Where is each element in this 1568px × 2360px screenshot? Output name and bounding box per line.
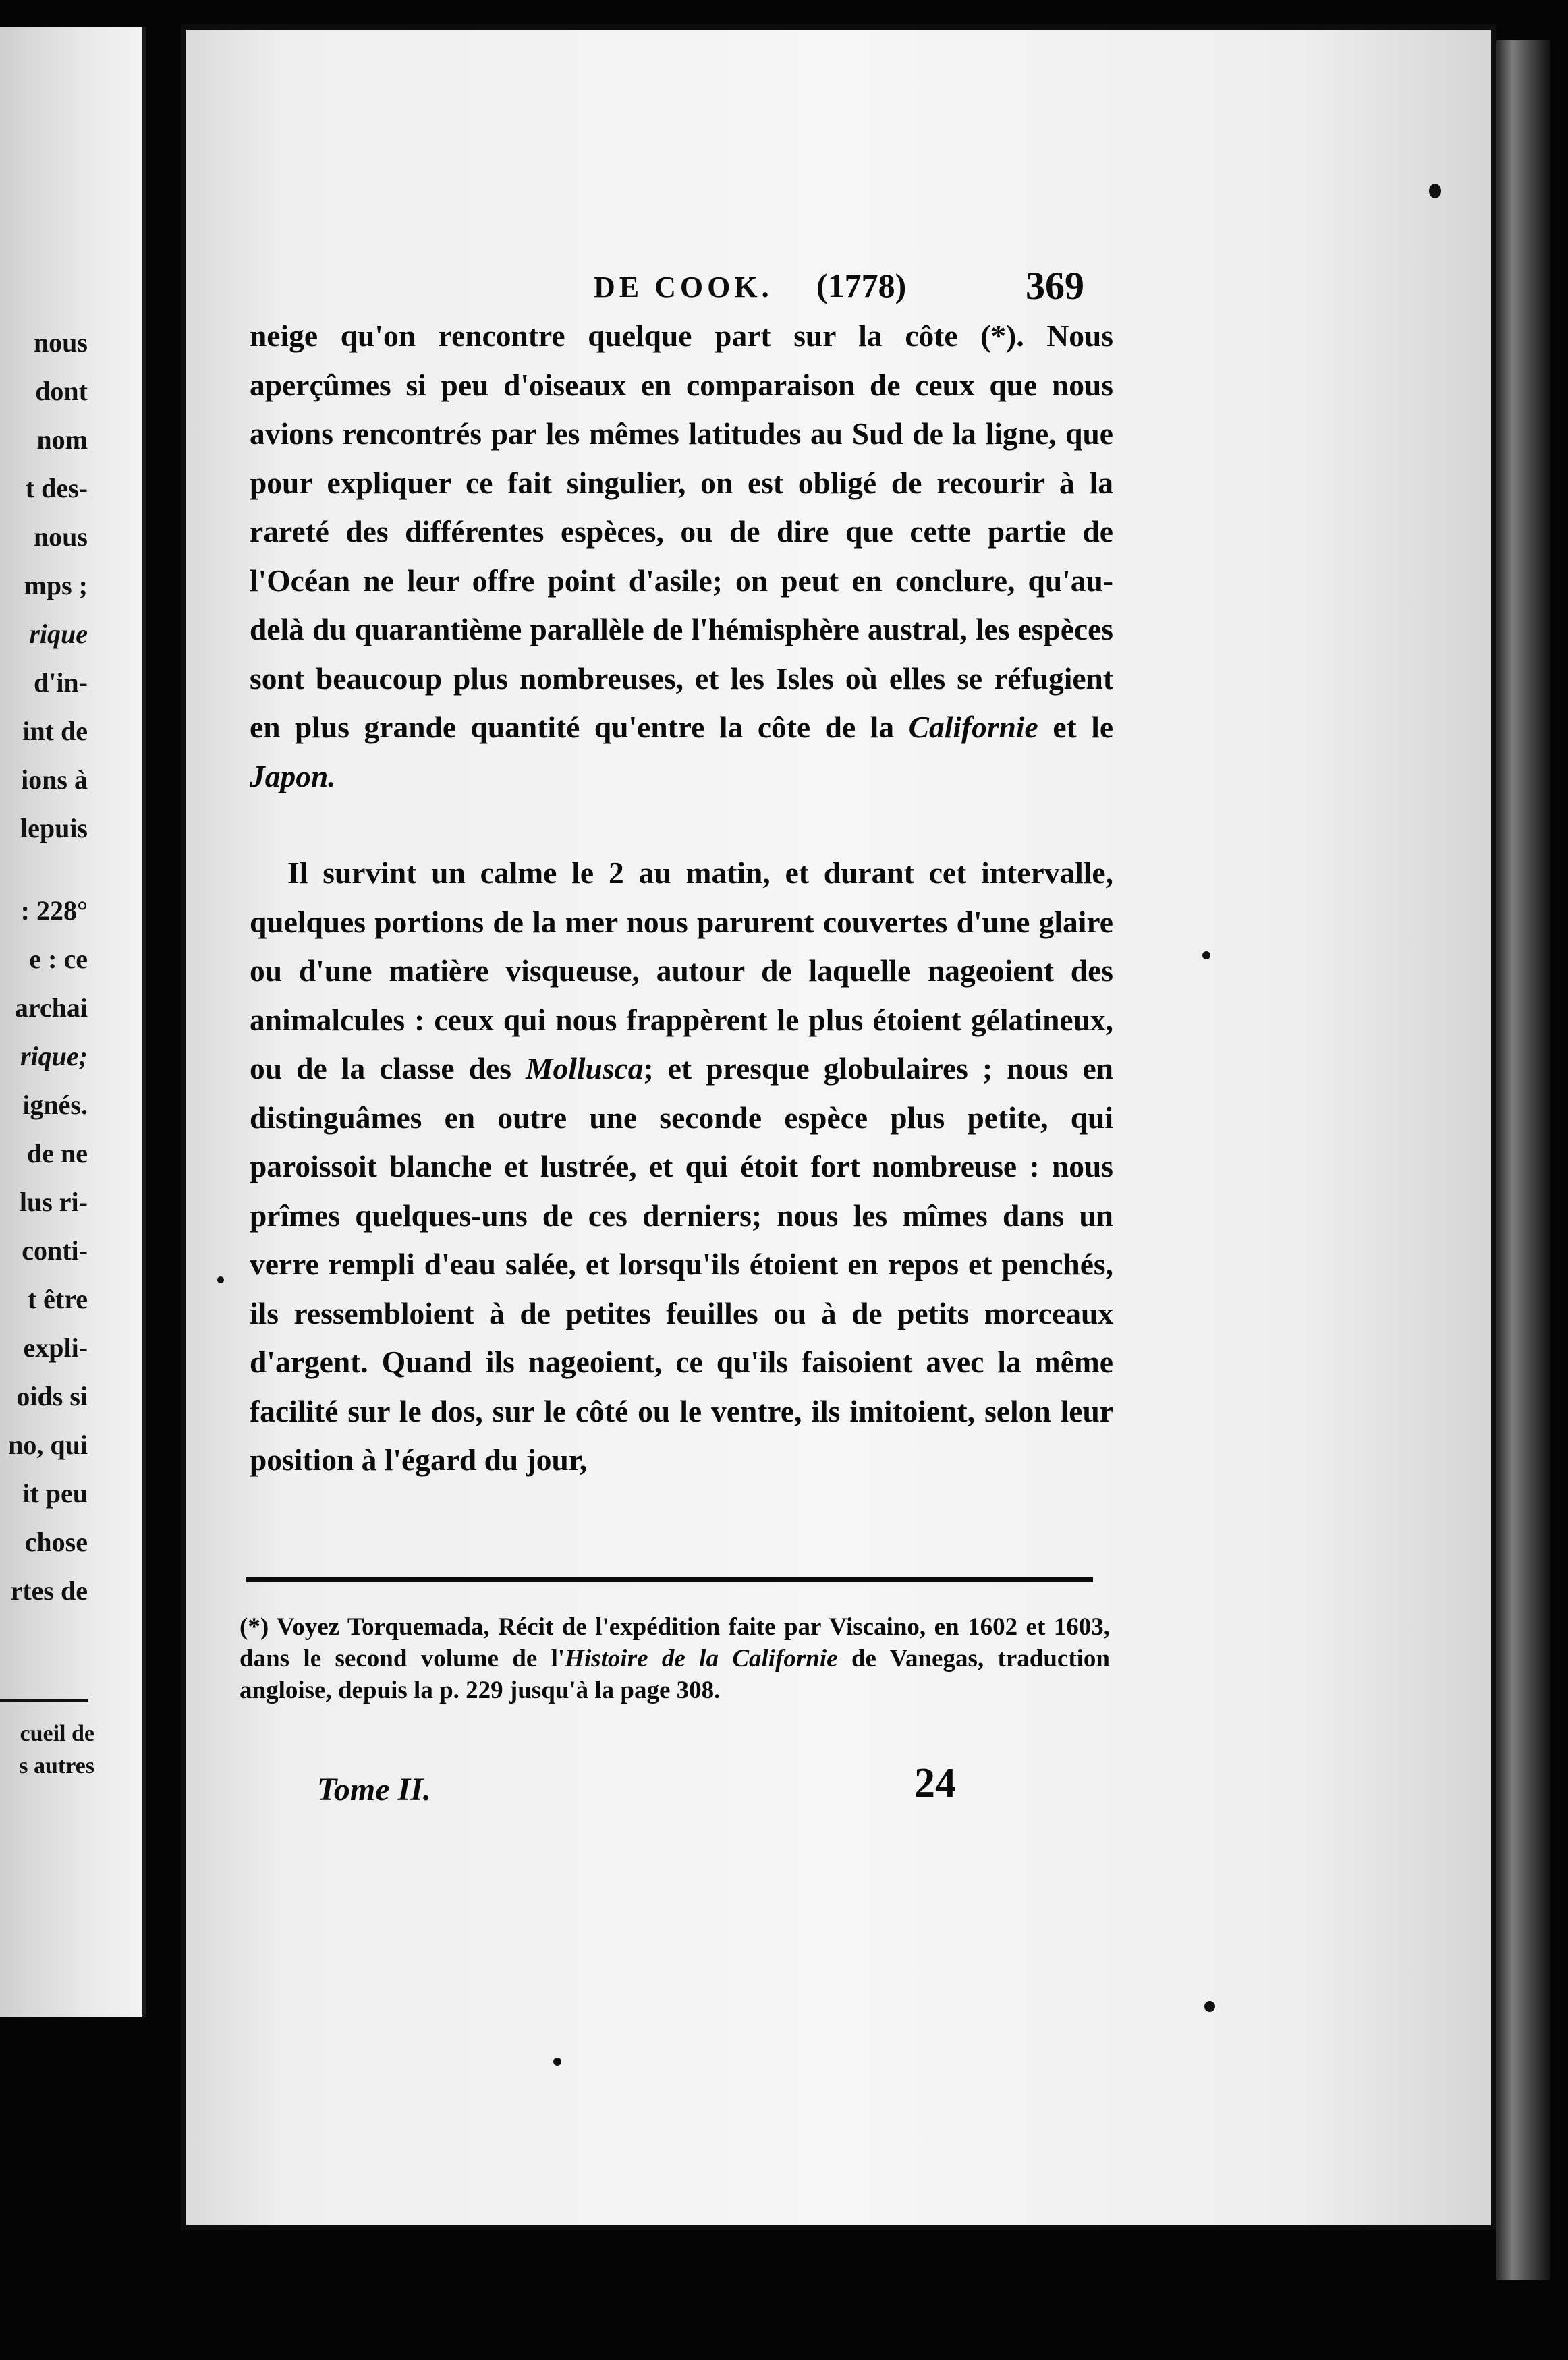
left-page-fragment	[0, 27, 146, 2017]
place-name: Japon.	[250, 758, 336, 793]
body-paragraph-2	[250, 849, 1113, 1550]
ink-speck	[1429, 184, 1441, 198]
left-fragment: nom	[36, 424, 88, 455]
signature-mark: 24	[914, 1760, 956, 1806]
left-fragment: nous	[33, 522, 88, 552]
page-header	[594, 263, 1133, 317]
running-title: DE COOK.	[594, 271, 773, 304]
left-fragment: lepuis	[20, 813, 88, 843]
left-fragment: t des-	[25, 473, 88, 503]
left-fragment: rtes de	[10, 1575, 88, 1606]
ink-speck	[553, 2058, 561, 2066]
left-fragment: e : ce	[29, 944, 88, 974]
footnote-rule	[246, 1577, 1093, 1582]
paragraph-text: ; et presque globulaires ; nous en distinguâmes en outre une seconde espèce plus petite, qui paroissoit blanche et lustrée, et qui étoit fort nombreuse : nous prîmes quelques-uns de ces derniers; nous les mîmes dans un verre rempli d'eau salée, et lorsqu'ils étoient en repos et penchés, ils ressembloient à de petites feuilles ou à de petits morceaux d'argent. Quand ils nageoient, ce qu'ils faisoient avec la même facilité sur le dos, sur le côté ou le ventre, ils imitoient, selon leur position à l'égard du jour,	[250, 1051, 1113, 1477]
left-fragment: cueil de	[20, 1721, 94, 1746]
left-fragment: expli-	[23, 1332, 88, 1363]
left-fragment: it peu	[22, 1478, 88, 1509]
left-fragment: chose	[24, 1527, 88, 1557]
left-fragment: oids si	[16, 1381, 88, 1411]
left-fragment: d'in-	[33, 667, 88, 698]
left-fragment: no, qui	[8, 1430, 88, 1460]
footnote-title: Histoire de la Californie	[565, 1645, 838, 1673]
latin-term: Mollusca	[526, 1051, 644, 1086]
left-fragment: : 228°	[20, 895, 88, 926]
left-fragment: rique	[29, 619, 88, 649]
left-fragment: s autres	[19, 1753, 94, 1778]
body-paragraph-1	[250, 312, 1113, 851]
footnote	[240, 1611, 1110, 1706]
left-fragment: ignés.	[22, 1090, 88, 1120]
header-year: (1778)	[816, 266, 907, 304]
left-fragment: int de	[22, 716, 88, 746]
page-edge	[1496, 40, 1550, 2280]
left-fragment: ions à	[21, 764, 88, 795]
footnote-text: de Vanegas, traduction angloise, depuis la p. 229 jusqu'à la page 308.	[240, 1645, 1110, 1704]
page-number: 369	[1026, 264, 1084, 308]
left-fragment: lus ri-	[19, 1187, 88, 1217]
paragraph-text: et le	[1053, 710, 1114, 744]
footnote-text: (*) Voyez Torquemada, Récit de l'expédition faite par Viscaino, en 1602 et 1603, dans le second volume de l'	[240, 1613, 1110, 1673]
ink-speck	[217, 1276, 224, 1283]
paragraph-text: neige qu'on rencontre quelque part sur la côte (*). Nous aperçûmes si peu d'oiseaux en comparaison de ceux que nous avions rencontrés par les mêmes latitudes au Sud de la ligne, que pour expliquer ce fait singulier, on est obligé de recourir à la rareté des différentes espèces, ou de dire que cette partie de l'Océan ne leur offre point d'asile; on peut en conclure, qu'au-delà du quarantième parallèle de l'hémisphère austral, les espèces sont beaucoup plus nombreuses, et les Isles où elles se réfugient en plus grande quantité qu'entre la côte de la	[250, 318, 1113, 744]
left-fragment: archai	[14, 992, 88, 1023]
volume-signature: Tome II.	[317, 1772, 431, 1807]
left-footnote-rule	[0, 1699, 88, 1702]
place-name: Californie	[908, 710, 1038, 744]
ink-speck	[1204, 2001, 1215, 2012]
left-fragment: mps ;	[24, 570, 88, 600]
ink-speck	[1202, 951, 1210, 959]
paragraph-text: Il survint un calme le 2 au matin, et durant cet intervalle, quelques portions de la mer nous parurent couvertes d'une glaire ou d'une matière visqueuse, autour de laquelle nageoient des animalcules : ceux qui nous frappèrent le plus étoient gélatineux, ou de la classe des	[250, 855, 1113, 1086]
left-fragment: dont	[35, 376, 88, 406]
left-fragment: conti-	[22, 1235, 88, 1266]
left-fragment: nous	[33, 327, 88, 358]
left-fragment: t être	[27, 1284, 88, 1314]
left-fragment: de ne	[27, 1138, 88, 1169]
left-fragment: rique;	[20, 1041, 88, 1071]
